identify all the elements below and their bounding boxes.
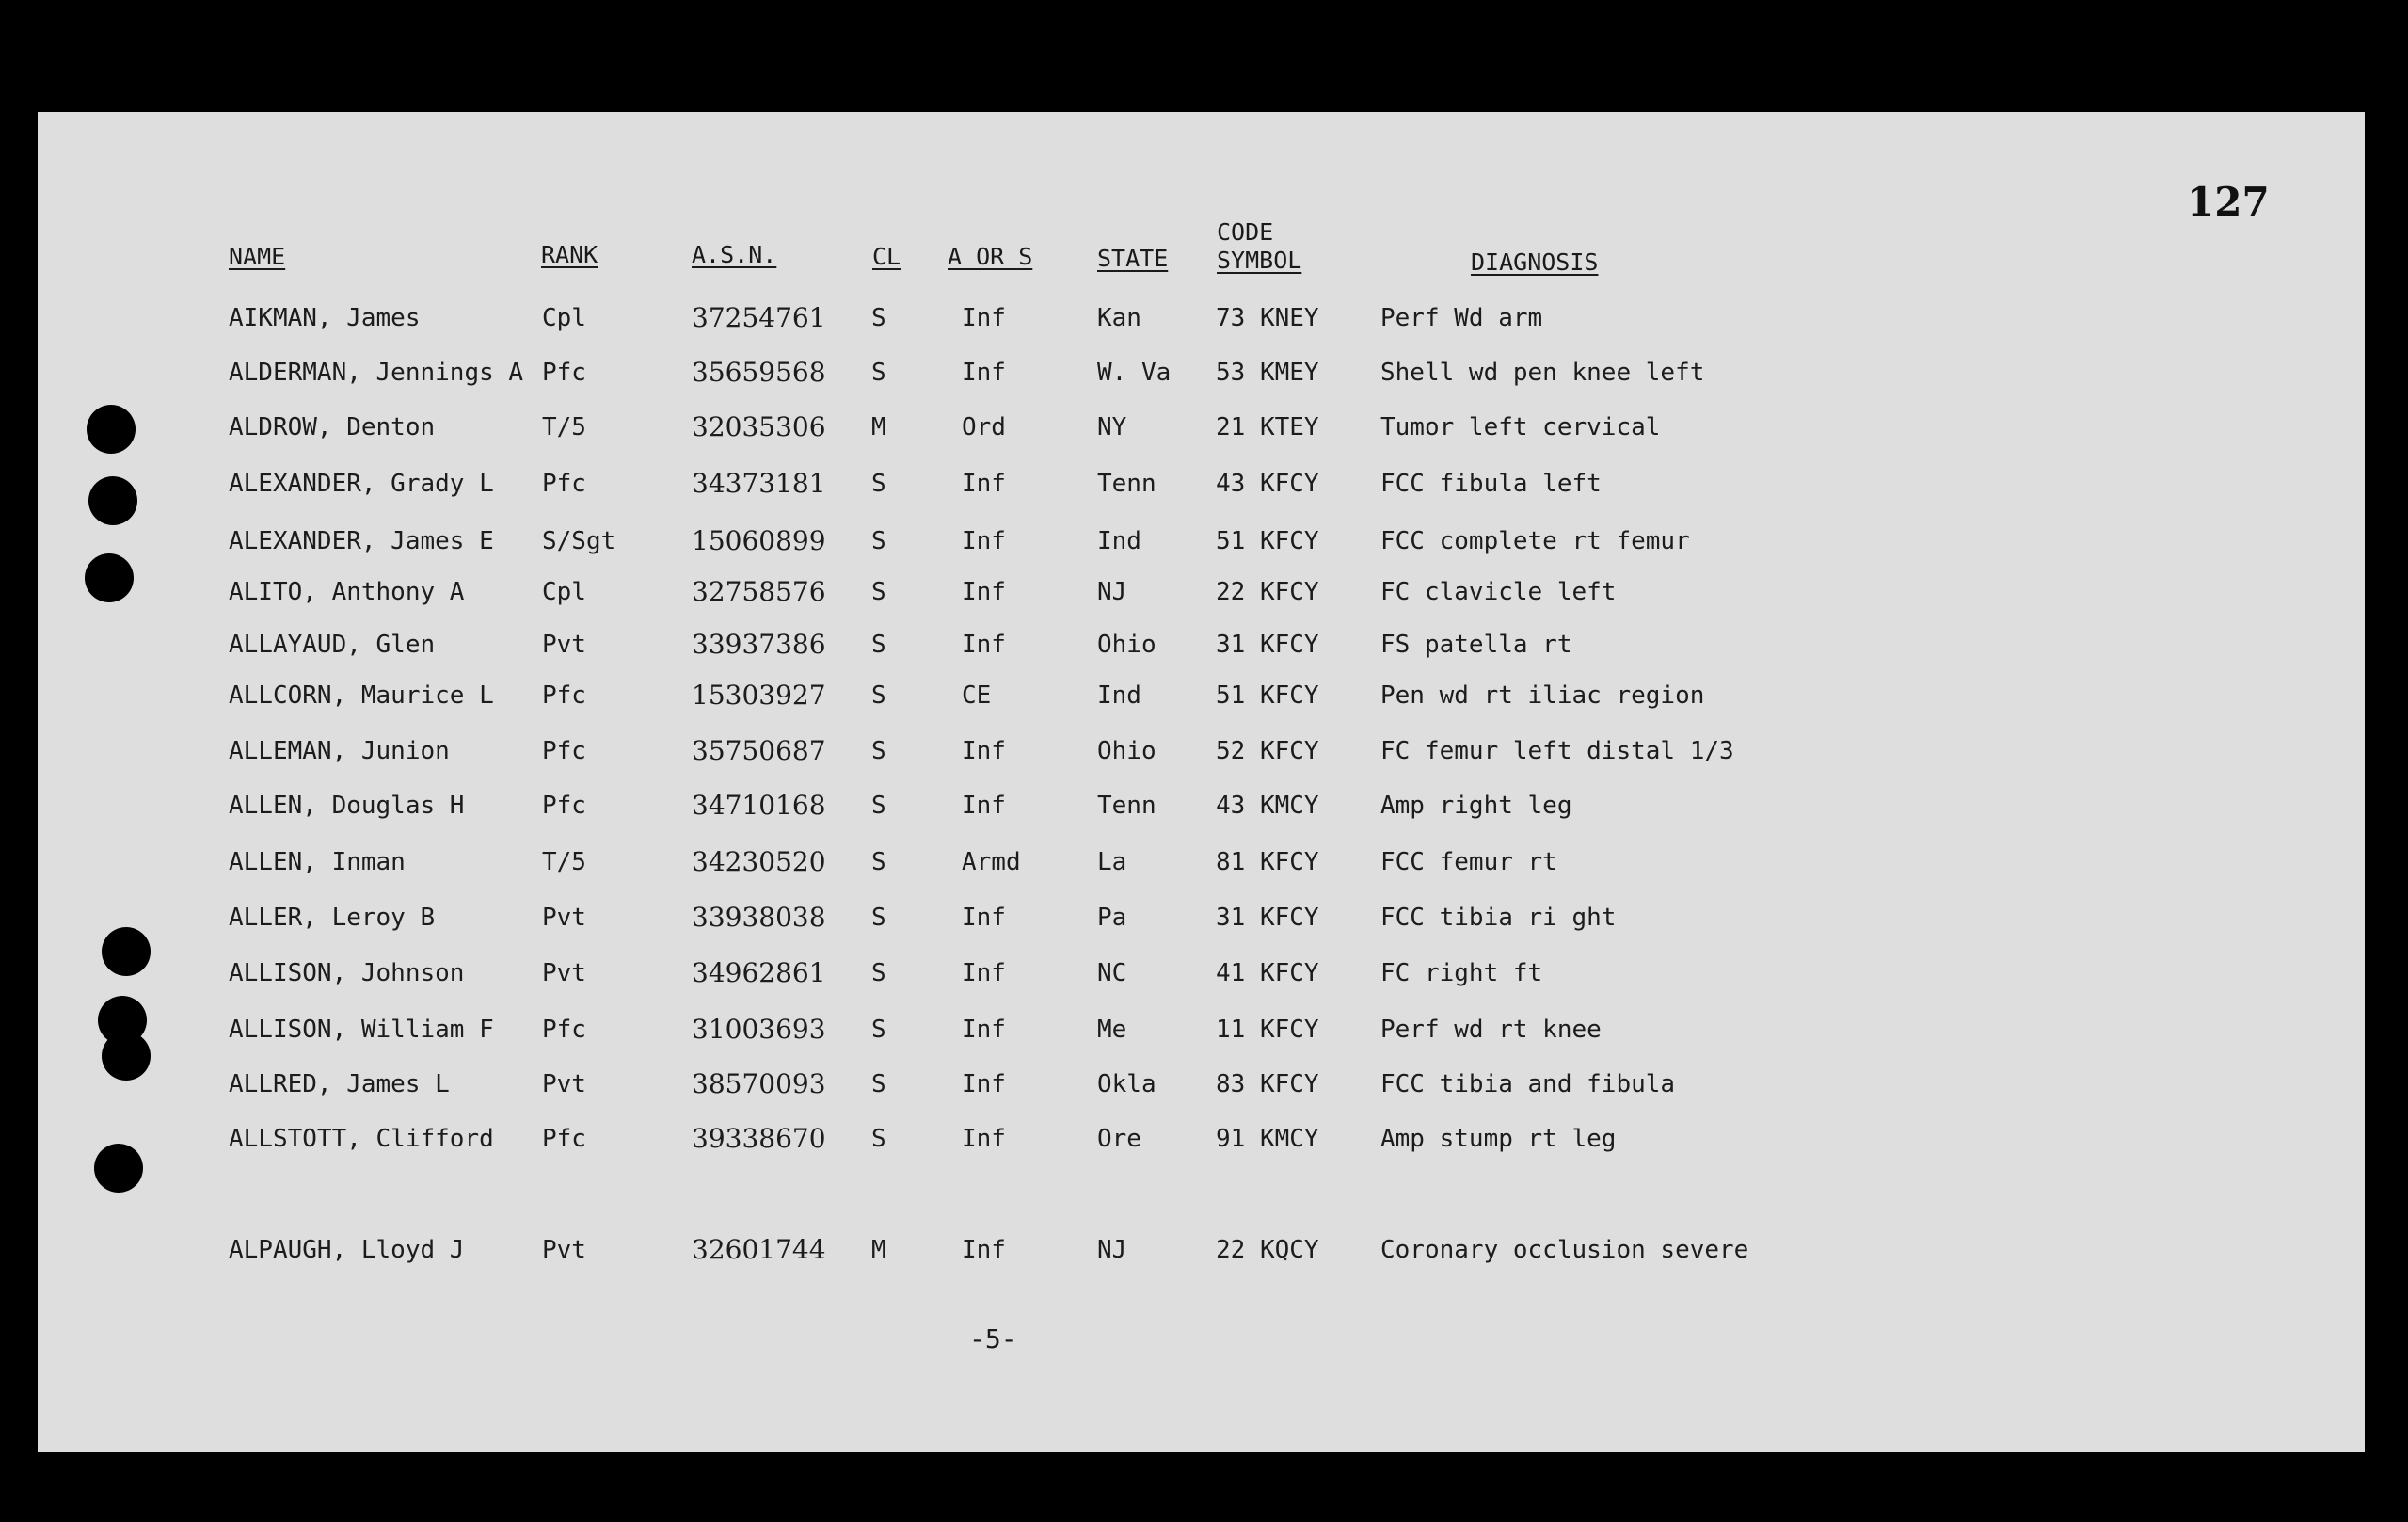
- cell-state: Pa: [1097, 904, 1127, 932]
- cell-diagnosis: FCC fibula left: [1380, 470, 1602, 498]
- cell-asn: 33938038: [692, 902, 826, 933]
- cell-cl: S: [871, 904, 886, 932]
- cell-name: ALLEN, Inman: [229, 848, 406, 876]
- cell-diagnosis: Tumor left cervical: [1380, 413, 1661, 441]
- cell-state: Ohio: [1097, 737, 1156, 765]
- cell-diagnosis: FC femur left distal 1/3: [1380, 737, 1734, 765]
- cell-rank: Pvt: [542, 631, 586, 659]
- cell-state: Tenn: [1097, 792, 1156, 820]
- cell-asn: 32035306: [692, 411, 826, 442]
- page-number: 127: [2187, 179, 2270, 225]
- binder-hole: [94, 1144, 143, 1193]
- cell-code: 31 KFCY: [1216, 631, 1319, 659]
- cell-code: 73 KNEY: [1216, 304, 1319, 332]
- cell-asn: 15303927: [692, 680, 826, 711]
- cell-state: Ore: [1097, 1125, 1141, 1153]
- cell-cl: S: [871, 848, 886, 876]
- cell-code: 22 KQCY: [1216, 1236, 1319, 1264]
- cell-diagnosis: Perf wd rt knee: [1380, 1016, 1602, 1044]
- binder-hole: [88, 476, 137, 525]
- cell-name: ALITO, Anthony A: [229, 578, 465, 606]
- cell-state: Okla: [1097, 1070, 1156, 1098]
- cell-cl: S: [871, 959, 886, 987]
- cell-name: ALDERMAN, Jennings A: [229, 359, 524, 387]
- cell-a-or-s: Inf: [962, 959, 1006, 987]
- cell-a-or-s: CE: [962, 681, 992, 710]
- cell-state: La: [1097, 848, 1127, 876]
- cell-diagnosis: FCC femur rt: [1380, 848, 1557, 876]
- cell-code: 11 KFCY: [1216, 1016, 1319, 1044]
- header-rank: RANK: [541, 241, 598, 268]
- cell-asn: 32758576: [692, 576, 826, 607]
- header-code-line2: SYMBOL: [1217, 247, 1302, 274]
- cell-code: 91 KMCY: [1216, 1125, 1319, 1153]
- cell-state: Me: [1097, 1016, 1127, 1044]
- cell-asn: 15060899: [692, 525, 826, 556]
- cell-asn: 38570093: [692, 1068, 826, 1099]
- cell-cl: S: [871, 737, 886, 765]
- cell-a-or-s: Inf: [962, 1016, 1006, 1044]
- header-diagnosis: DIAGNOSIS: [1471, 248, 1599, 276]
- cell-diagnosis: Coronary occlusion severe: [1380, 1236, 1749, 1264]
- cell-name: ALLCORN, Maurice L: [229, 681, 494, 710]
- cell-a-or-s: Inf: [962, 904, 1006, 932]
- cell-rank: Pvt: [542, 904, 586, 932]
- binder-hole: [102, 927, 151, 976]
- binder-hole: [87, 405, 136, 454]
- cell-rank: Pfc: [542, 792, 586, 820]
- cell-a-or-s: Inf: [962, 737, 1006, 765]
- cell-diagnosis: FCC tibia and fibula: [1380, 1070, 1676, 1098]
- cell-code: 51 KFCY: [1216, 681, 1319, 710]
- header-a-or-s: A OR S: [948, 243, 1033, 270]
- cell-state: W. Va: [1097, 359, 1172, 387]
- cell-name: ALLAYAUD, Glen: [229, 631, 436, 659]
- cell-diagnosis: FCC tibia ri ght: [1380, 904, 1617, 932]
- cell-a-or-s: Inf: [962, 1236, 1006, 1264]
- cell-diagnosis: Pen wd rt iliac region: [1380, 681, 1705, 710]
- cell-code: 41 KFCY: [1216, 959, 1319, 987]
- cell-rank: Cpl: [542, 578, 586, 606]
- cell-name: ALLER, Leroy B: [229, 904, 436, 932]
- cell-code: 53 KMEY: [1216, 359, 1319, 387]
- cell-state: Ind: [1097, 681, 1141, 710]
- cell-code: 51 KFCY: [1216, 527, 1319, 555]
- cell-name: ALLISON, William F: [229, 1016, 494, 1044]
- cell-code: 43 KFCY: [1216, 470, 1319, 498]
- cell-a-or-s: Armd: [962, 848, 1021, 876]
- cell-state: Ohio: [1097, 631, 1156, 659]
- cell-a-or-s: Inf: [962, 527, 1006, 555]
- cell-diagnosis: FCC complete rt femur: [1380, 527, 1690, 555]
- cell-state: NC: [1097, 959, 1127, 987]
- cell-a-or-s: Ord: [962, 413, 1006, 441]
- cell-code: 52 KFCY: [1216, 737, 1319, 765]
- cell-rank: Pvt: [542, 1236, 586, 1264]
- cell-cl: S: [871, 470, 886, 498]
- header-code-symbol: [1217, 218, 1301, 275]
- cell-code: 21 KTEY: [1216, 413, 1319, 441]
- cell-cl: S: [871, 578, 886, 606]
- cell-name: ALLISON, Johnson: [229, 959, 465, 987]
- cell-state: Tenn: [1097, 470, 1156, 498]
- cell-rank: Pfc: [542, 681, 586, 710]
- cell-cl: S: [871, 1016, 886, 1044]
- cell-code: 31 KFCY: [1216, 904, 1319, 932]
- cell-name: ALLEN, Douglas H: [229, 792, 465, 820]
- cell-diagnosis: FS patella rt: [1380, 631, 1572, 659]
- cell-a-or-s: Inf: [962, 578, 1006, 606]
- cell-rank: Pvt: [542, 1070, 586, 1098]
- cell-asn: 34962861: [692, 957, 826, 988]
- cell-a-or-s: Inf: [962, 792, 1006, 820]
- cell-diagnosis: FC right ft: [1380, 959, 1543, 987]
- page-footer: -5-: [969, 1323, 1017, 1354]
- cell-name: ALLEMAN, Junion: [229, 737, 450, 765]
- cell-state: Kan: [1097, 304, 1141, 332]
- cell-cl: M: [871, 413, 886, 441]
- cell-cl: S: [871, 631, 886, 659]
- header-name: NAME: [229, 243, 286, 270]
- cell-asn: 35659568: [692, 357, 826, 388]
- cell-rank: Pvt: [542, 959, 586, 987]
- cell-asn: 34230520: [692, 846, 826, 877]
- cell-asn: 34373181: [692, 468, 826, 499]
- cell-state: NY: [1097, 413, 1127, 441]
- cell-diagnosis: Perf Wd arm: [1380, 304, 1543, 332]
- cell-diagnosis: FC clavicle left: [1380, 578, 1617, 606]
- cell-code: 43 KMCY: [1216, 792, 1319, 820]
- cell-rank: Pfc: [542, 1125, 586, 1153]
- cell-name: ALLRED, James L: [229, 1070, 450, 1098]
- cell-asn: 31003693: [692, 1014, 826, 1045]
- binder-hole: [85, 553, 134, 602]
- header-code-line1: CODE: [1217, 218, 1274, 246]
- cell-cl: S: [871, 681, 886, 710]
- cell-asn: 32601744: [692, 1234, 826, 1265]
- cell-a-or-s: Inf: [962, 1070, 1006, 1098]
- cell-a-or-s: Inf: [962, 1125, 1006, 1153]
- cell-rank: T/5: [542, 848, 586, 876]
- cell-asn: 37254761: [692, 302, 826, 333]
- cell-rank: S/Sgt: [542, 527, 616, 555]
- cell-state: Ind: [1097, 527, 1141, 555]
- cell-asn: 34710168: [692, 790, 826, 821]
- cell-name: AIKMAN, James: [229, 304, 421, 332]
- cell-a-or-s: Inf: [962, 470, 1006, 498]
- binder-hole: [102, 1032, 151, 1081]
- cell-asn: 35750687: [692, 735, 826, 766]
- cell-state: NJ: [1097, 1236, 1127, 1264]
- cell-name: ALPAUGH, Lloyd J: [229, 1236, 465, 1264]
- cell-rank: Pfc: [542, 359, 586, 387]
- cell-diagnosis: Amp stump rt leg: [1380, 1125, 1617, 1153]
- header-asn: A.S.N.: [692, 241, 777, 268]
- cell-cl: S: [871, 304, 886, 332]
- cell-a-or-s: Inf: [962, 359, 1006, 387]
- cell-rank: Pfc: [542, 1016, 586, 1044]
- cell-code: 22 KFCY: [1216, 578, 1319, 606]
- cell-cl: S: [871, 1070, 886, 1098]
- cell-name: ALDROW, Denton: [229, 413, 436, 441]
- cell-rank: Cpl: [542, 304, 586, 332]
- cell-cl: S: [871, 1125, 886, 1153]
- cell-code: 83 KFCY: [1216, 1070, 1319, 1098]
- cell-cl: S: [871, 527, 886, 555]
- cell-state: NJ: [1097, 578, 1127, 606]
- cell-asn: 39338670: [692, 1123, 826, 1154]
- cell-cl: S: [871, 359, 886, 387]
- header-cl: CL: [872, 243, 901, 270]
- header-state: STATE: [1097, 245, 1169, 272]
- cell-rank: T/5: [542, 413, 586, 441]
- cell-diagnosis: Shell wd pen knee left: [1380, 359, 1705, 387]
- cell-name: ALLSTOTT, Clifford: [229, 1125, 494, 1153]
- cell-rank: Pfc: [542, 737, 586, 765]
- cell-rank: Pfc: [542, 470, 586, 498]
- cell-cl: S: [871, 792, 886, 820]
- cell-name: ALEXANDER, James E: [229, 527, 494, 555]
- cell-asn: 33937386: [692, 629, 826, 660]
- cell-a-or-s: Inf: [962, 304, 1006, 332]
- cell-cl: M: [871, 1236, 886, 1264]
- cell-a-or-s: Inf: [962, 631, 1006, 659]
- cell-code: 81 KFCY: [1216, 848, 1319, 876]
- cell-name: ALEXANDER, Grady L: [229, 470, 494, 498]
- cell-diagnosis: Amp right leg: [1380, 792, 1572, 820]
